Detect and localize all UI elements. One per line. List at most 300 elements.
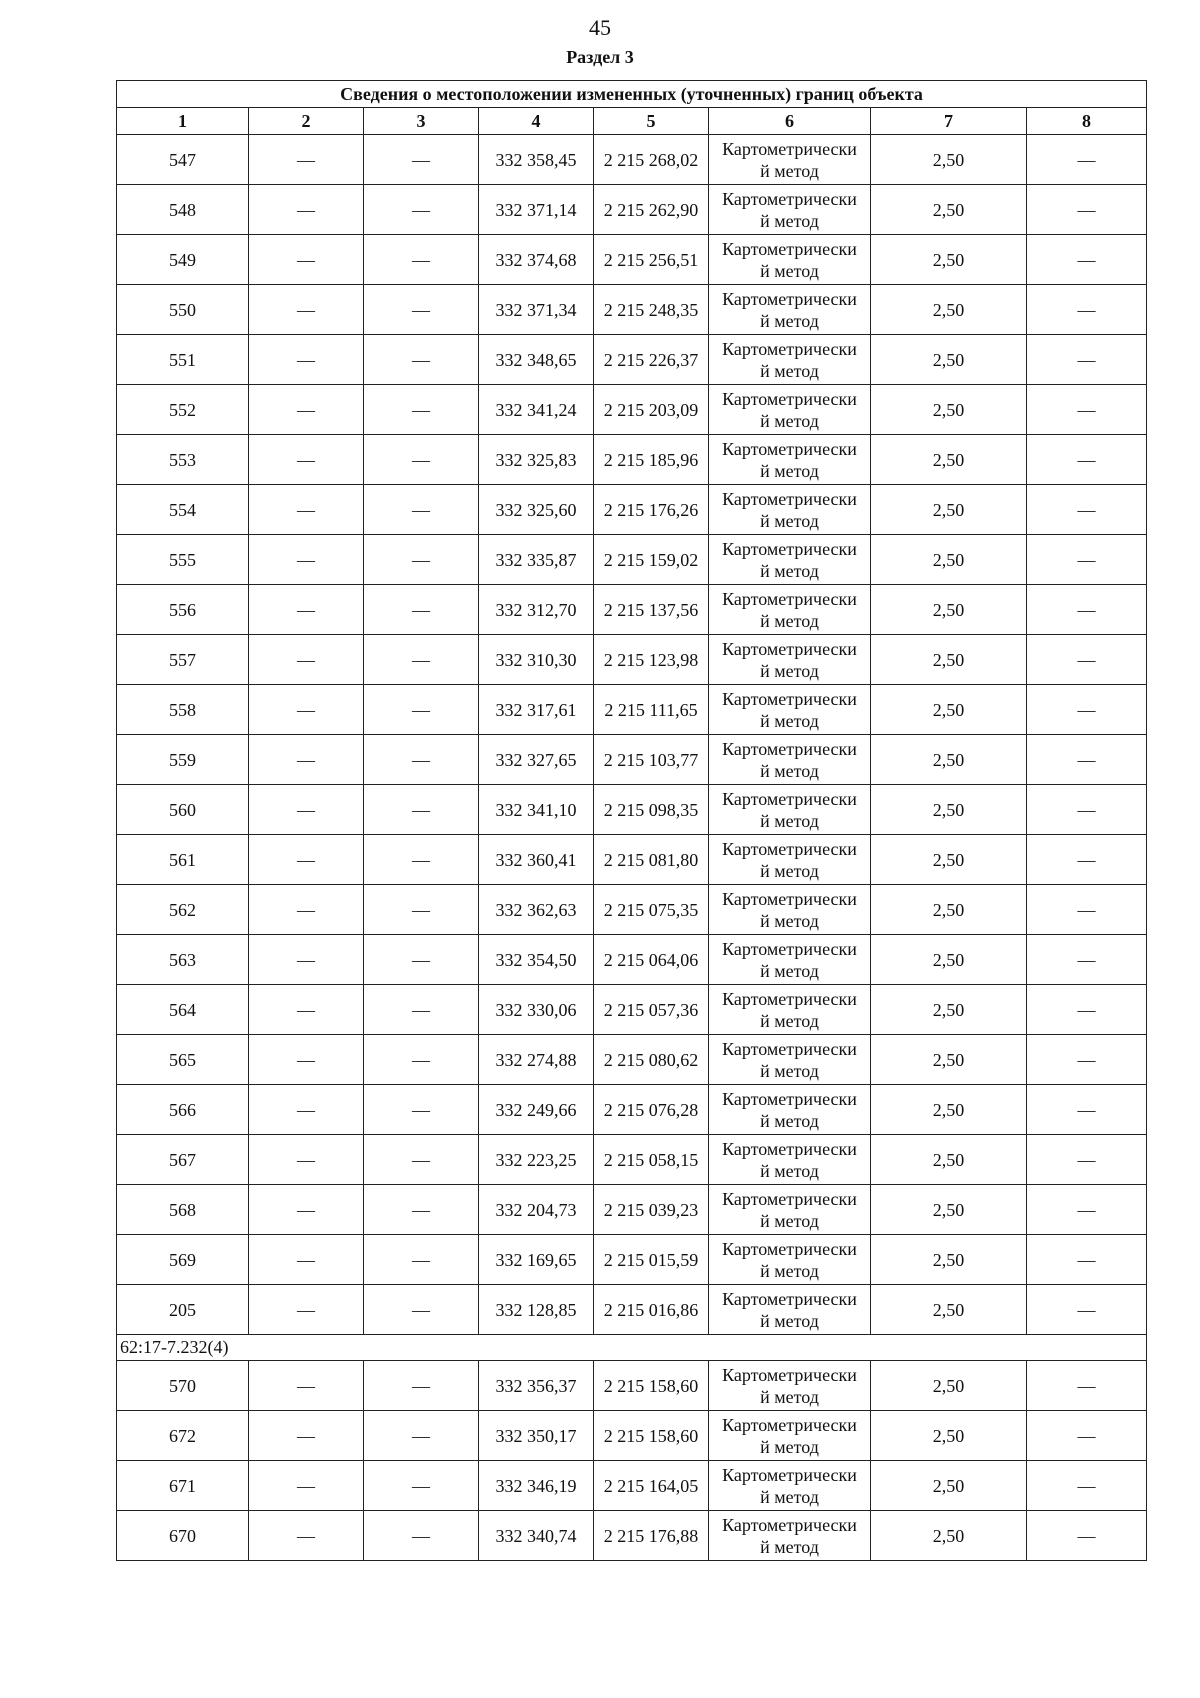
column-3-cell: —: [364, 1135, 479, 1185]
method-text-line: й метод: [760, 660, 819, 681]
table-title: Сведения о местоположении измененных (уточненных) границ объекта: [117, 81, 1147, 108]
y-coordinate-cell: 2 215 268,02: [594, 135, 709, 185]
y-coordinate-cell: 2 215 015,59: [594, 1235, 709, 1285]
method-cell: [709, 535, 871, 585]
y-coordinate-cell: 2 215 103,77: [594, 735, 709, 785]
method-cell: [709, 1511, 871, 1561]
column-3-cell: —: [364, 535, 479, 585]
method-cell: [709, 1185, 871, 1235]
accuracy-cell: 2,50: [871, 885, 1027, 935]
table-row: [117, 1135, 1147, 1185]
column-8-cell: —: [1027, 935, 1147, 985]
method-text-line: й метод: [760, 1260, 819, 1281]
x-coordinate-cell: 332 346,19: [479, 1461, 594, 1511]
x-coordinate-cell: 332 360,41: [479, 835, 594, 885]
x-coordinate-cell: 332 204,73: [479, 1185, 594, 1235]
method-text-line: Картометрически: [722, 538, 857, 559]
column-2-cell: —: [249, 835, 364, 885]
table-row: [117, 785, 1147, 835]
method-text-line: Картометрически: [722, 938, 857, 959]
accuracy-cell: 2,50: [871, 1361, 1027, 1411]
method-text-line: Картометрически: [722, 888, 857, 909]
point-number-cell: 557: [117, 635, 249, 685]
x-coordinate-cell: 332 348,65: [479, 335, 594, 385]
group-label: 62:17-7.232(4): [117, 1335, 1147, 1361]
column-2-cell: —: [249, 1411, 364, 1461]
point-number-cell: 552: [117, 385, 249, 435]
accuracy-cell: 2,50: [871, 1035, 1027, 1085]
accuracy-cell: 2,50: [871, 1135, 1027, 1185]
y-coordinate-cell: 2 215 076,28: [594, 1085, 709, 1135]
method-text-line: Картометрически: [722, 838, 857, 859]
column-8-cell: —: [1027, 685, 1147, 735]
accuracy-cell: 2,50: [871, 285, 1027, 335]
column-number: 2: [249, 108, 364, 135]
method-text-line: й метод: [760, 810, 819, 831]
method-text-line: й метод: [760, 260, 819, 281]
column-3-cell: —: [364, 435, 479, 485]
column-2-cell: —: [249, 885, 364, 935]
point-number-cell: 568: [117, 1185, 249, 1235]
method-cell: [709, 685, 871, 735]
x-coordinate-cell: 332 274,88: [479, 1035, 594, 1085]
column-3-cell: —: [364, 1085, 479, 1135]
x-coordinate-cell: 332 325,83: [479, 435, 594, 485]
group-label-row: [117, 1335, 1147, 1361]
method-cell: [709, 235, 871, 285]
page-number: 45: [589, 15, 611, 40]
method-text-line: й метод: [760, 910, 819, 931]
accuracy-cell: 2,50: [871, 635, 1027, 685]
x-coordinate-cell: 332 374,68: [479, 235, 594, 285]
x-coordinate-cell: 332 341,24: [479, 385, 594, 435]
method-cell: [709, 185, 871, 235]
point-number-cell: 564: [117, 985, 249, 1035]
table-row: [117, 835, 1147, 885]
table-row: [117, 1411, 1147, 1461]
column-2-cell: —: [249, 1285, 364, 1335]
accuracy-cell: 2,50: [871, 185, 1027, 235]
column-8-cell: —: [1027, 735, 1147, 785]
method-cell: [709, 1135, 871, 1185]
column-3-cell: —: [364, 335, 479, 385]
column-number: 5: [594, 108, 709, 135]
y-coordinate-cell: 2 215 262,90: [594, 185, 709, 235]
x-coordinate-cell: 332 317,61: [479, 685, 594, 735]
method-cell: [709, 1361, 871, 1411]
method-cell: [709, 285, 871, 335]
column-2-cell: —: [249, 1085, 364, 1135]
method-text-line: Картометрически: [722, 1414, 857, 1435]
method-text-line: й метод: [760, 1436, 819, 1457]
method-cell: [709, 585, 871, 635]
column-number: 4: [479, 108, 594, 135]
method-cell: [709, 635, 871, 685]
method-text-line: й метод: [760, 760, 819, 781]
column-number-row: [117, 108, 1147, 135]
table-row: [117, 985, 1147, 1035]
column-2-cell: —: [249, 235, 364, 285]
point-number-cell: 547: [117, 135, 249, 185]
accuracy-cell: 2,50: [871, 585, 1027, 635]
accuracy-cell: 2,50: [871, 535, 1027, 585]
method-text-line: Картометрически: [722, 1464, 857, 1485]
method-cell: [709, 1035, 871, 1085]
table-row: [117, 1185, 1147, 1235]
column-2-cell: —: [249, 1461, 364, 1511]
method-text-line: й метод: [760, 1160, 819, 1181]
method-cell: [709, 1461, 871, 1511]
table-row: [117, 1361, 1147, 1411]
column-8-cell: —: [1027, 585, 1147, 635]
method-cell: [709, 985, 871, 1035]
table-row: [117, 535, 1147, 585]
x-coordinate-cell: 332 330,06: [479, 985, 594, 1035]
y-coordinate-cell: 2 215 137,56: [594, 585, 709, 635]
y-coordinate-cell: 2 215 226,37: [594, 335, 709, 385]
method-text-line: Картометрически: [722, 238, 857, 259]
method-text-line: й метод: [760, 1060, 819, 1081]
column-3-cell: —: [364, 485, 479, 535]
column-8-cell: —: [1027, 185, 1147, 235]
method-text-line: Картометрически: [722, 388, 857, 409]
x-coordinate-cell: 332 371,14: [479, 185, 594, 235]
table-row: [117, 1461, 1147, 1511]
point-number-cell: 672: [117, 1411, 249, 1461]
y-coordinate-cell: 2 215 111,65: [594, 685, 709, 735]
column-2-cell: —: [249, 985, 364, 1035]
method-cell: [709, 1085, 871, 1135]
accuracy-cell: 2,50: [871, 1085, 1027, 1135]
method-text-line: й метод: [760, 460, 819, 481]
method-text-line: Картометрически: [722, 288, 857, 309]
y-coordinate-cell: 2 215 158,60: [594, 1411, 709, 1461]
y-coordinate-cell: 2 215 064,06: [594, 935, 709, 985]
column-3-cell: —: [364, 635, 479, 685]
table-row: [117, 485, 1147, 535]
method-text-line: й метод: [760, 860, 819, 881]
point-number-cell: 561: [117, 835, 249, 885]
method-text-line: Картометрически: [722, 438, 857, 459]
method-text-line: й метод: [760, 1210, 819, 1231]
y-coordinate-cell: 2 215 058,15: [594, 1135, 709, 1185]
method-text-line: й метод: [760, 1386, 819, 1407]
column-2-cell: —: [249, 1185, 364, 1235]
method-text-line: й метод: [760, 1110, 819, 1131]
method-text-line: Картометрически: [722, 138, 857, 159]
column-8-cell: —: [1027, 1035, 1147, 1085]
accuracy-cell: 2,50: [871, 1285, 1027, 1335]
method-cell: [709, 435, 871, 485]
column-8-cell: —: [1027, 235, 1147, 285]
method-text-line: Картометрически: [722, 788, 857, 809]
accuracy-cell: 2,50: [871, 235, 1027, 285]
column-2-cell: —: [249, 585, 364, 635]
column-8-cell: —: [1027, 1235, 1147, 1285]
point-number-cell: 567: [117, 1135, 249, 1185]
accuracy-cell: 2,50: [871, 835, 1027, 885]
column-2-cell: —: [249, 535, 364, 585]
method-text-line: й метод: [760, 1010, 819, 1031]
x-coordinate-cell: 332 128,85: [479, 1285, 594, 1335]
column-3-cell: —: [364, 585, 479, 635]
x-coordinate-cell: 332 354,50: [479, 935, 594, 985]
method-text-line: й метод: [760, 610, 819, 631]
column-2-cell: —: [249, 1235, 364, 1285]
method-text-line: Картометрически: [722, 1288, 857, 1309]
point-number-cell: 562: [117, 885, 249, 935]
column-number: 7: [871, 108, 1027, 135]
y-coordinate-cell: 2 215 123,98: [594, 635, 709, 685]
column-2-cell: —: [249, 185, 364, 235]
y-coordinate-cell: 2 215 039,23: [594, 1185, 709, 1235]
method-text-line: Картометрически: [722, 1238, 857, 1259]
table-row: [117, 885, 1147, 935]
point-number-cell: 205: [117, 1285, 249, 1335]
point-number-cell: 554: [117, 485, 249, 535]
method-text-line: й метод: [760, 1486, 819, 1507]
y-coordinate-cell: 2 215 158,60: [594, 1361, 709, 1411]
method-cell: [709, 735, 871, 785]
point-number-cell: 560: [117, 785, 249, 835]
table-row: [117, 635, 1147, 685]
column-2-cell: —: [249, 1135, 364, 1185]
point-number-cell: 556: [117, 585, 249, 635]
method-text-line: Картометрически: [722, 1514, 857, 1535]
x-coordinate-cell: 332 340,74: [479, 1511, 594, 1561]
column-3-cell: —: [364, 1185, 479, 1235]
table-row: [117, 135, 1147, 185]
accuracy-cell: 2,50: [871, 985, 1027, 1035]
column-3-cell: —: [364, 1461, 479, 1511]
y-coordinate-cell: 2 215 185,96: [594, 435, 709, 485]
column-2-cell: —: [249, 385, 364, 435]
accuracy-cell: 2,50: [871, 935, 1027, 985]
column-3-cell: —: [364, 835, 479, 885]
accuracy-cell: 2,50: [871, 785, 1027, 835]
x-coordinate-cell: 332 358,45: [479, 135, 594, 185]
method-text-line: Картометрически: [722, 188, 857, 209]
y-coordinate-cell: 2 215 057,36: [594, 985, 709, 1035]
method-text-line: Картометрически: [722, 1088, 857, 1109]
column-2-cell: —: [249, 485, 364, 535]
column-8-cell: —: [1027, 635, 1147, 685]
y-coordinate-cell: 2 215 081,80: [594, 835, 709, 885]
column-8-cell: —: [1027, 1361, 1147, 1411]
table-row: [117, 435, 1147, 485]
y-coordinate-cell: 2 215 075,35: [594, 885, 709, 935]
table-row: [117, 685, 1147, 735]
accuracy-cell: 2,50: [871, 1411, 1027, 1461]
column-8-cell: —: [1027, 1085, 1147, 1135]
method-text-line: Картометрически: [722, 638, 857, 659]
column-2-cell: —: [249, 1511, 364, 1561]
column-number: 6: [709, 108, 871, 135]
method-cell: [709, 385, 871, 435]
y-coordinate-cell: 2 215 016,86: [594, 1285, 709, 1335]
method-cell: [709, 335, 871, 385]
column-8-cell: —: [1027, 285, 1147, 335]
column-2-cell: —: [249, 935, 364, 985]
method-text-line: Картометрически: [722, 738, 857, 759]
method-cell: [709, 935, 871, 985]
column-2-cell: —: [249, 335, 364, 385]
column-3-cell: —: [364, 935, 479, 985]
table-title-row: [117, 81, 1147, 108]
column-8-cell: —: [1027, 1511, 1147, 1561]
accuracy-cell: 2,50: [871, 1461, 1027, 1511]
point-number-cell: 559: [117, 735, 249, 785]
method-cell: [709, 1235, 871, 1285]
table-row: [117, 1285, 1147, 1335]
column-3-cell: —: [364, 285, 479, 335]
table-row: [117, 1085, 1147, 1135]
column-3-cell: —: [364, 1235, 479, 1285]
method-text-line: Картометрически: [722, 1138, 857, 1159]
point-number-cell: 550: [117, 285, 249, 335]
x-coordinate-cell: 332 310,30: [479, 635, 594, 685]
column-2-cell: —: [249, 1035, 364, 1085]
column-number: 3: [364, 108, 479, 135]
method-cell: [709, 1411, 871, 1461]
table-row: [117, 235, 1147, 285]
y-coordinate-cell: 2 215 203,09: [594, 385, 709, 435]
coordinates-table: [116, 80, 1147, 1561]
column-3-cell: —: [364, 1035, 479, 1085]
table-row: [117, 385, 1147, 435]
method-text-line: Картометрически: [722, 688, 857, 709]
x-coordinate-cell: 332 327,65: [479, 735, 594, 785]
method-text-line: Картометрически: [722, 1364, 857, 1385]
point-number-cell: 565: [117, 1035, 249, 1085]
table-row: [117, 585, 1147, 635]
column-8-cell: —: [1027, 885, 1147, 935]
method-text-line: й метод: [760, 210, 819, 231]
column-8-cell: —: [1027, 835, 1147, 885]
x-coordinate-cell: 332 362,63: [479, 885, 594, 935]
column-3-cell: —: [364, 885, 479, 935]
method-cell: [709, 835, 871, 885]
method-text-line: й метод: [760, 1536, 819, 1557]
column-2-cell: —: [249, 735, 364, 785]
column-2-cell: —: [249, 1361, 364, 1411]
x-coordinate-cell: 332 335,87: [479, 535, 594, 585]
method-text-line: й метод: [760, 410, 819, 431]
column-3-cell: —: [364, 785, 479, 835]
column-3-cell: —: [364, 135, 479, 185]
point-number-cell: 563: [117, 935, 249, 985]
column-8-cell: —: [1027, 785, 1147, 835]
table-row: [117, 1235, 1147, 1285]
column-8-cell: —: [1027, 1461, 1147, 1511]
method-text-line: й метод: [760, 560, 819, 581]
column-number: 1: [117, 108, 249, 135]
column-3-cell: —: [364, 1411, 479, 1461]
column-2-cell: —: [249, 785, 364, 835]
column-number: 8: [1027, 108, 1147, 135]
y-coordinate-cell: 2 215 176,26: [594, 485, 709, 535]
method-text-line: Картометрически: [722, 1038, 857, 1059]
method-text-line: Картометрически: [722, 588, 857, 609]
point-number-cell: 558: [117, 685, 249, 735]
accuracy-cell: 2,50: [871, 1235, 1027, 1285]
table-row: [117, 185, 1147, 235]
accuracy-cell: 2,50: [871, 1511, 1027, 1561]
method-text-line: й метод: [760, 360, 819, 381]
method-text-line: й метод: [760, 960, 819, 981]
method-cell: [709, 785, 871, 835]
column-3-cell: —: [364, 235, 479, 285]
method-text-line: й метод: [760, 310, 819, 331]
column-3-cell: —: [364, 735, 479, 785]
column-3-cell: —: [364, 1361, 479, 1411]
accuracy-cell: 2,50: [871, 435, 1027, 485]
column-2-cell: —: [249, 685, 364, 735]
y-coordinate-cell: 2 215 098,35: [594, 785, 709, 835]
column-3-cell: —: [364, 185, 479, 235]
method-text-line: Картометрически: [722, 338, 857, 359]
column-2-cell: —: [249, 135, 364, 185]
x-coordinate-cell: 332 350,17: [479, 1411, 594, 1461]
method-text-line: Картометрически: [722, 488, 857, 509]
column-2-cell: —: [249, 635, 364, 685]
column-8-cell: —: [1027, 535, 1147, 585]
x-coordinate-cell: 332 325,60: [479, 485, 594, 535]
x-coordinate-cell: 332 341,10: [479, 785, 594, 835]
accuracy-cell: 2,50: [871, 1185, 1027, 1235]
column-2-cell: —: [249, 285, 364, 335]
method-text-line: й метод: [760, 160, 819, 181]
method-text-line: й метод: [760, 510, 819, 531]
table-row: [117, 335, 1147, 385]
column-8-cell: —: [1027, 1285, 1147, 1335]
method-cell: [709, 885, 871, 935]
column-8-cell: —: [1027, 1135, 1147, 1185]
x-coordinate-cell: 332 312,70: [479, 585, 594, 635]
x-coordinate-cell: 332 371,34: [479, 285, 594, 335]
accuracy-cell: 2,50: [871, 385, 1027, 435]
x-coordinate-cell: 332 356,37: [479, 1361, 594, 1411]
y-coordinate-cell: 2 215 248,35: [594, 285, 709, 335]
point-number-cell: 548: [117, 185, 249, 235]
column-8-cell: —: [1027, 335, 1147, 385]
x-coordinate-cell: 332 223,25: [479, 1135, 594, 1185]
method-cell: [709, 1285, 871, 1335]
y-coordinate-cell: 2 215 080,62: [594, 1035, 709, 1085]
column-8-cell: —: [1027, 485, 1147, 535]
accuracy-cell: 2,50: [871, 335, 1027, 385]
accuracy-cell: 2,50: [871, 135, 1027, 185]
column-8-cell: —: [1027, 135, 1147, 185]
point-number-cell: 553: [117, 435, 249, 485]
method-cell: [709, 485, 871, 535]
point-number-cell: 670: [117, 1511, 249, 1561]
column-3-cell: —: [364, 385, 479, 435]
y-coordinate-cell: 2 215 164,05: [594, 1461, 709, 1511]
accuracy-cell: 2,50: [871, 685, 1027, 735]
column-8-cell: —: [1027, 985, 1147, 1035]
section-title: Раздел 3: [566, 47, 634, 67]
y-coordinate-cell: 2 215 256,51: [594, 235, 709, 285]
y-coordinate-cell: 2 215 176,88: [594, 1511, 709, 1561]
column-8-cell: —: [1027, 1185, 1147, 1235]
table-row: [117, 735, 1147, 785]
point-number-cell: 569: [117, 1235, 249, 1285]
column-3-cell: —: [364, 1511, 479, 1561]
y-coordinate-cell: 2 215 159,02: [594, 535, 709, 585]
column-3-cell: —: [364, 685, 479, 735]
column-3-cell: —: [364, 985, 479, 1035]
